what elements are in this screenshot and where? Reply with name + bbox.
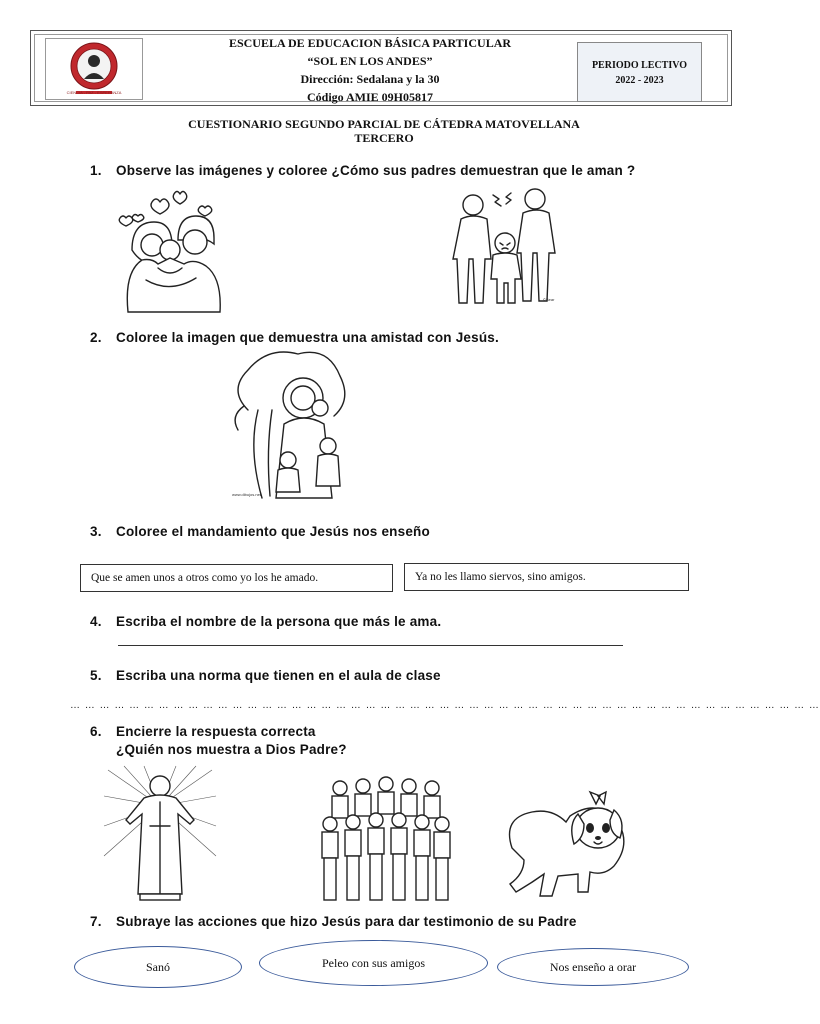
image-credit: ©Bear xyxy=(543,297,555,302)
school-info xyxy=(170,34,570,106)
amie-code: Código AMIE 09H05817 xyxy=(306,90,433,104)
school-subname: “SOL EN LOS ANDES” xyxy=(307,54,433,68)
logo-motto: CIENCIA - PAZ - ESPERANZA xyxy=(66,90,122,95)
commandment-option-1[interactable]: Que se amen unos a otros como yo los he amado. xyxy=(80,564,393,592)
soldiers-image[interactable] xyxy=(318,772,453,905)
action-option-healed[interactable]: Sanó xyxy=(74,946,242,988)
q5-answer-dots[interactable]: … … … … … … … … … … … … … … … … … … … … … … … … … … … … … … … … … … … … … … … … … … … … … … … … … … … xyxy=(70,700,820,711)
jesus-with-children-image[interactable] xyxy=(228,350,353,500)
loving-family-image[interactable] xyxy=(110,190,230,315)
arguing-parents-image[interactable] xyxy=(455,185,560,307)
quiz-grade: TERCERO xyxy=(354,131,414,145)
period-box xyxy=(577,42,702,102)
question-2: 2. Coloree la imagen que demuestra una amistad con Jesús. xyxy=(90,330,499,345)
question-4: 4. Escriba el nombre de la persona que más le ama. xyxy=(90,614,442,629)
commandment-option-2[interactable]: Ya no les llamo siervos, sino amigos. xyxy=(404,563,689,591)
school-name: ESCUELA DE EDUCACION BÁSICA PARTICULAR xyxy=(228,36,512,50)
period-years: 2022 - 2023 xyxy=(615,75,664,86)
risen-jesus-image[interactable] xyxy=(104,766,216,902)
question-3: 3. Coloree el mandamiento que Jesús nos enseño xyxy=(90,524,430,539)
q4-answer-line[interactable] xyxy=(118,644,623,646)
school-address: Dirección: Sedalana y la 30 xyxy=(300,72,440,86)
question-1: 1. Observe las imágenes y coloree ¿Cómo sus padres demuestran que le aman ? xyxy=(90,163,636,178)
question-5: 5. Escriba una norma que tienen en el aula de clase xyxy=(90,668,441,683)
question-6: 6. Encierre la respuesta correcta xyxy=(90,724,316,739)
jesus-image-credit: www.dibujos.net xyxy=(232,492,261,497)
question-7: 7. Subraye las acciones que hizo Jesús para dar testimonio de su Padre xyxy=(90,914,577,929)
question-6-sub: ¿Quién nos muestra a Dios Padre? xyxy=(116,742,347,757)
quiz-title: CUESTIONARIO SEGUNDO PARCIAL DE CÁTEDRA MATOVELLANA xyxy=(188,117,580,131)
puppy-image[interactable] xyxy=(502,778,630,898)
action-option-fought[interactable]: Peleo con sus amigos xyxy=(259,940,488,986)
period-label: PERIODO LECTIVO xyxy=(591,60,688,71)
action-option-taught-pray[interactable]: Nos enseño a orar xyxy=(497,948,689,986)
